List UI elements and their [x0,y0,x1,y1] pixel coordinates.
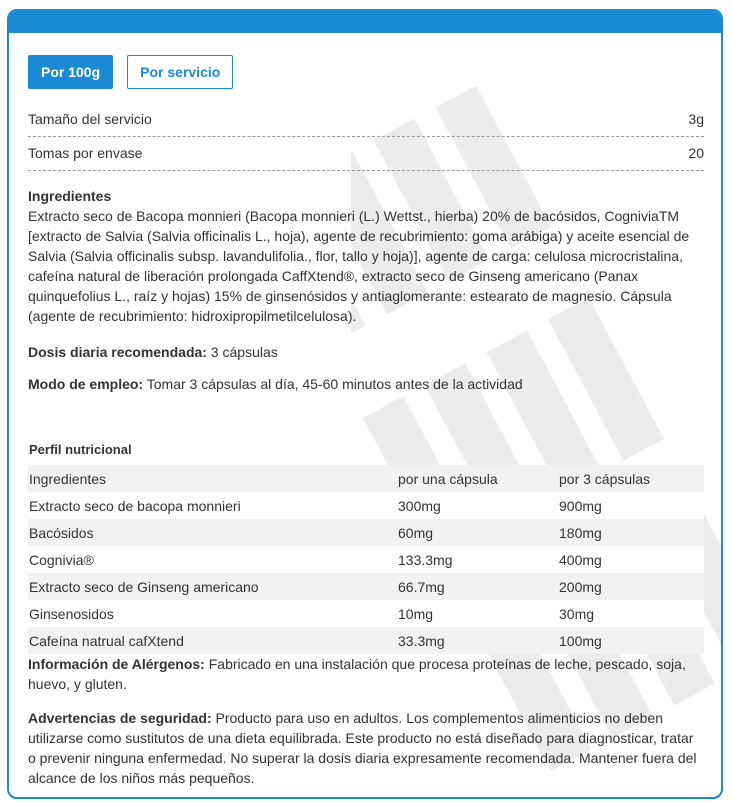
row-ingredient: Extracto seco de bacopa monnieri [28,492,397,519]
row-per-3-capsules: 100mg [558,627,704,654]
row-per-capsule: 33.3mg [397,627,558,654]
warnings-text: Producto para uso en adultos. Los complementos alimenticios no deben utilizarse como sustitutos de una dieta equilibrada. Este producto no está diseñado para diagnosticar, tratar o prevenir ninguna enfermedad. No superar la dosis diaria expresamente recomendada. Mantener fuera del alcance de los niños más pequeños. [28,710,697,786]
row-per-3-capsules: 180mg [558,519,704,546]
table-row [28,600,704,627]
header-per-3-capsules: por 3 cápsulas [558,465,704,492]
header-ingredients: Ingredientes [28,465,397,492]
tab-per-100g[interactable]: Por 100g [28,55,113,89]
row-per-capsule: 300mg [397,492,558,519]
row-per-capsule: 66.7mg [397,573,558,600]
allergens-text: Fabricado en una instalación que procesa proteínas de leche, pescado, soja, huevo, y gluten. [28,656,686,692]
table-row [28,492,704,519]
row-per-3-capsules: 200mg [558,573,704,600]
dosage-label: Dosis diaria recomendada: [28,344,207,360]
table-row [28,546,704,573]
serving-size-label: Tamaño del servicio [28,111,152,127]
table-row [28,573,704,600]
tab-bar [28,55,704,89]
allergens-label: Información de Alérgenos: [28,656,205,672]
warnings-section [28,708,704,788]
row-per-capsule: 60mg [397,519,558,546]
serving-size-row [28,103,704,137]
row-ingredient: Bacósidos [28,519,397,546]
row-per-capsule: 133.3mg [397,546,558,573]
panel-header-bar [9,11,721,33]
servings-per-container-row [28,137,704,171]
nutrition-panel [7,9,723,799]
serving-size-value: 3g [688,111,704,127]
panel-content [28,55,704,788]
serving-info [28,103,704,171]
row-ingredient: Ginsenosidos [28,600,397,627]
ingredients-title: Ingredientes [28,188,112,204]
tab-per-serving[interactable]: Por servicio [127,55,233,89]
warnings-label: Advertencias de seguridad: [28,710,212,726]
dosage-text: 3 cápsulas [206,344,278,360]
nutrition-table-title: Perfil nutricional [29,442,132,457]
ingredients-text: Extracto seco de Bacopa monnieri (Bacopa monnieri (L.) Wettst., hierba) 20% de bacósidos, CogniviaTM [extracto de Salvia (Salvia officinalis L., hoja), agente de recubrimiento: goma arábiga) y aceite esencial de Salvia (Salvia officinalis subsp. lavandulifolia., flor, tallo y hoja)], agente de carga: celulosa microcristalina, cafeína natural de liberación prolongada CaffXtend®, extracto seco de Ginseng americano (Panax quinquefolius L., raíz y hojas) 15% de ginsenósidos y antiaglomerante: estearato de magnesio. Cápsula (agente de recubrimiento: hidroxipropilmetilcelulosa). [28,208,690,324]
nutrition-table [28,465,704,654]
dosage-section [28,342,704,362]
allergens-section [28,654,704,694]
row-per-3-capsules: 400mg [558,546,704,573]
usage-text: Tomar 3 cápsulas al día, 45-60 minutos antes de la actividad [143,376,523,392]
usage-label: Modo de empleo: [28,376,144,392]
row-ingredient: Cognivia® [28,546,397,573]
row-ingredient: Cafeína natrual cafXtend [28,627,397,654]
row-per-capsule: 10mg [397,600,558,627]
servings-per-container-value: 20 [688,145,704,161]
table-header-row [28,465,704,492]
table-row [28,519,704,546]
servings-per-container-label: Tomas por envase [28,145,143,161]
usage-section [28,374,704,394]
ingredients-section [28,186,704,326]
row-per-3-capsules: 900mg [558,492,704,519]
table-row [28,627,704,654]
row-per-3-capsules: 30mg [558,600,704,627]
header-per-capsule: por una cápsula [397,465,558,492]
row-ingredient: Extracto seco de Ginseng americano [28,573,397,600]
